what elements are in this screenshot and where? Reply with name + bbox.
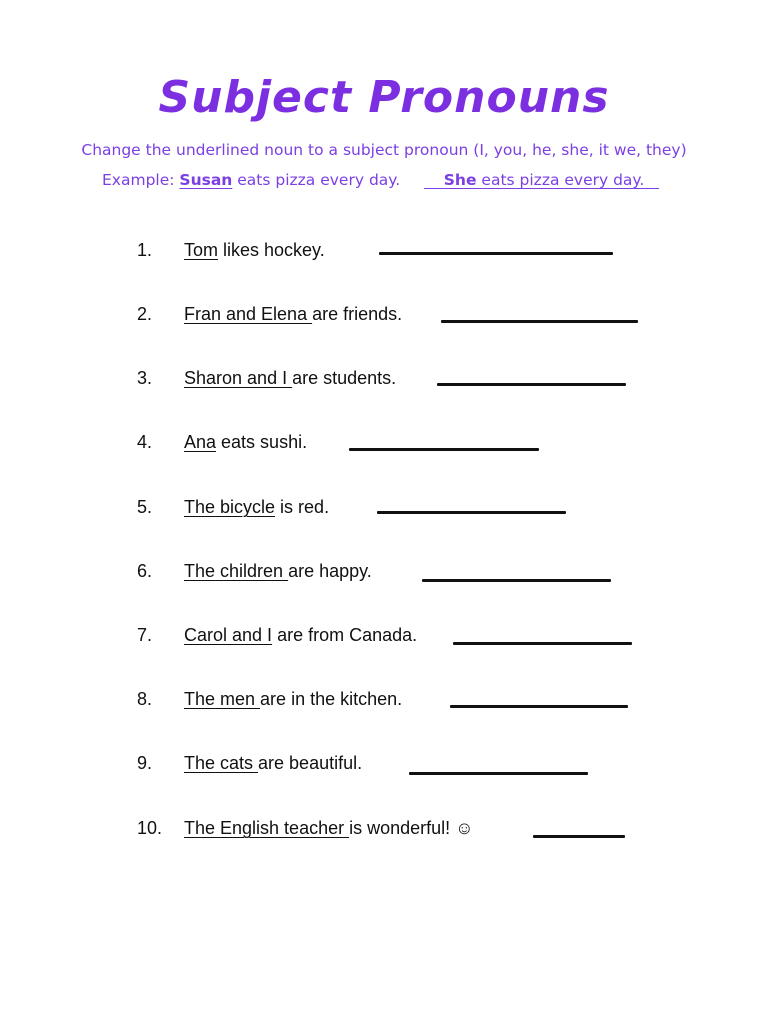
page-title: Subject Pronouns — [158, 72, 610, 123]
question-number: 5. — [137, 497, 153, 517]
question-sentence — [184, 304, 402, 325]
example-line — [102, 171, 742, 189]
example-rest: eats pizza every day. — [237, 171, 401, 189]
underlined-noun: Fran and Elena — [184, 304, 313, 324]
answer-blank[interactable] — [422, 579, 611, 582]
sentence-rest: eats sushi. — [216, 432, 308, 452]
underlined-noun: The children — [184, 561, 289, 581]
question-10 — [0, 818, 768, 848]
answer-blank[interactable] — [441, 320, 638, 323]
underlined-noun: Carol and I — [184, 625, 273, 645]
example-answer-rest: eats pizza every day. — [481, 171, 645, 189]
question-number: 10. — [137, 818, 163, 838]
question-number: 1. — [137, 240, 153, 260]
example-label: Example: — [102, 171, 175, 189]
answer-blank[interactable] — [453, 642, 632, 645]
sentence-rest: are beautiful. — [258, 753, 363, 773]
question-8 — [0, 689, 768, 719]
question-sentence — [184, 497, 329, 518]
example-noun: Susan — [179, 171, 233, 189]
underlined-noun: The English teacher — [184, 818, 350, 838]
instruction-text: Change the underlined noun to a subject pronoun (I, you, he, she, it we, they) — [81, 141, 687, 159]
sentence-rest: likes hockey. — [218, 240, 325, 260]
question-sentence — [184, 689, 402, 710]
question-number: 4. — [137, 432, 153, 452]
sentence-rest: is red. — [275, 497, 330, 517]
question-number: 9. — [137, 753, 153, 773]
underlined-noun: Tom — [184, 240, 219, 260]
question-2 — [0, 304, 768, 334]
answer-blank[interactable] — [379, 252, 613, 255]
answer-blank[interactable] — [450, 705, 628, 708]
sentence-rest: are students. — [292, 368, 397, 388]
question-5 — [0, 497, 768, 527]
answer-blank[interactable] — [377, 511, 566, 514]
question-sentence — [184, 818, 474, 839]
question-number: 7. — [137, 625, 153, 645]
sentence-rest: is wonderful! ☺ — [349, 818, 474, 838]
question-9 — [0, 753, 768, 783]
question-1 — [0, 240, 768, 270]
question-6 — [0, 561, 768, 591]
underlined-noun: Ana — [184, 432, 217, 452]
underlined-noun: Sharon and I — [184, 368, 293, 388]
question-sentence — [184, 432, 307, 453]
answer-blank[interactable] — [409, 772, 588, 775]
question-sentence — [184, 368, 396, 389]
question-7 — [0, 625, 768, 655]
example-answer — [424, 171, 659, 189]
sentence-rest: are from Canada. — [272, 625, 418, 645]
question-number: 3. — [137, 368, 153, 388]
answer-blank[interactable] — [349, 448, 539, 451]
question-sentence — [184, 753, 362, 774]
question-number: 6. — [137, 561, 153, 581]
question-sentence — [184, 240, 325, 261]
answer-blank[interactable] — [437, 383, 626, 386]
sentence-rest: are happy. — [288, 561, 372, 581]
question-number: 8. — [137, 689, 153, 709]
question-sentence — [184, 625, 417, 646]
question-sentence — [184, 561, 372, 582]
sentence-rest: are in the kitchen. — [260, 689, 403, 709]
underlined-noun: The cats — [184, 753, 259, 773]
question-number: 2. — [137, 304, 153, 324]
underlined-noun: The bicycle — [184, 497, 276, 517]
question-3 — [0, 368, 768, 398]
question-4 — [0, 432, 768, 462]
sentence-rest: are friends. — [312, 304, 403, 324]
example-answer-pronoun: She — [443, 171, 477, 189]
answer-blank[interactable] — [533, 835, 625, 838]
underlined-noun: The men — [184, 689, 261, 709]
